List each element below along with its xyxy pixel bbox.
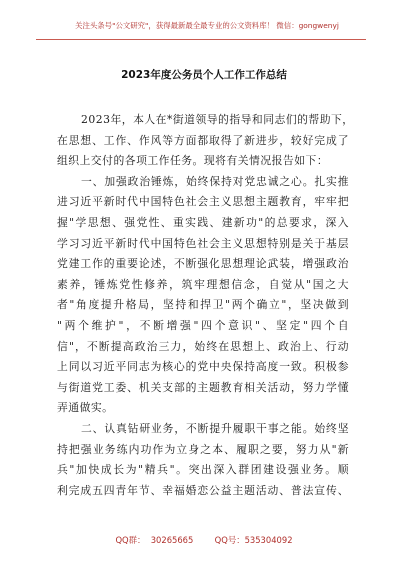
header-divider xyxy=(36,39,366,40)
paragraph-line: 进习近平新时代中国特色社会主义思想主题教育，牢牢把 xyxy=(57,195,349,209)
paragraph-line: 党建工作的重要论述，不断强化思想理论武装，增强政治 xyxy=(57,257,349,271)
paragraph-line: 利完成五四青年节、幸福婚恋公益主题活动、普法宣传、 xyxy=(57,483,349,497)
paragraph-line: "两个维护"，不断增强"四个意识"、坚定"四个自 xyxy=(57,318,349,332)
paragraph-line: 握"学思想、强党性、重实践、建新功"的总要求，深入 xyxy=(57,215,349,229)
paragraph-line: 与街道党工委、机关支部的主题教育相关活动，努力学懂 xyxy=(57,380,349,394)
document-title: 2023年度公务员个人工作工作总结 xyxy=(121,69,287,81)
paragraph-line: 一、加强政治锤炼，始终保持对党忠诚之心。扎实推 xyxy=(81,174,349,188)
paragraph-line: 2023年，本人在*街道领导的指导和同志们的帮助下， xyxy=(81,113,354,126)
paragraph-line: 持把强业务练内功作为立身之本、履职之要，努力从"新 xyxy=(57,442,349,456)
paragraph-line: 者"角度提升格局，坚持和捍卫"两个确立"，坚决做到 xyxy=(57,298,349,312)
paragraph-line: 组织上交付的各项工作任务。现将有关情况报告如下： xyxy=(57,154,329,168)
header-banner: 关注头条号"公文研究"，获得最新最全最专业的公文资料库！ 微信：gongwenyj xyxy=(75,21,339,30)
paragraph-line: 在思想、工作、作风等方面都取得了新进步，较好完成了 xyxy=(57,133,349,147)
paragraph-line: 二、认真钻研业务，不断提升履职干事之能。始终坚 xyxy=(81,421,349,435)
paragraph-line: 素养，锤炼党性修养，筑牢理想信念，自觉从"国之大 xyxy=(57,277,349,291)
document-body xyxy=(57,110,354,501)
paragraph-line: 兵"加快成长为"精兵"。突出深入群团建设强业务。顺 xyxy=(57,463,349,477)
paragraph-line: 信"，不断提高政治三力，始终在思想上、政治上、行动 xyxy=(57,339,349,353)
paragraph-line: 上同以习近平同志为核心的党中央保持高度一致。积极参 xyxy=(57,360,349,374)
paragraph-line: 弄通做实。 xyxy=(57,401,114,415)
paragraph-line: 学习习近平新时代中国特色社会主义思想特别是关于基层 xyxy=(57,236,349,250)
footer-contact: QQ群： 30265665 QQ号：535304092 xyxy=(115,535,293,545)
